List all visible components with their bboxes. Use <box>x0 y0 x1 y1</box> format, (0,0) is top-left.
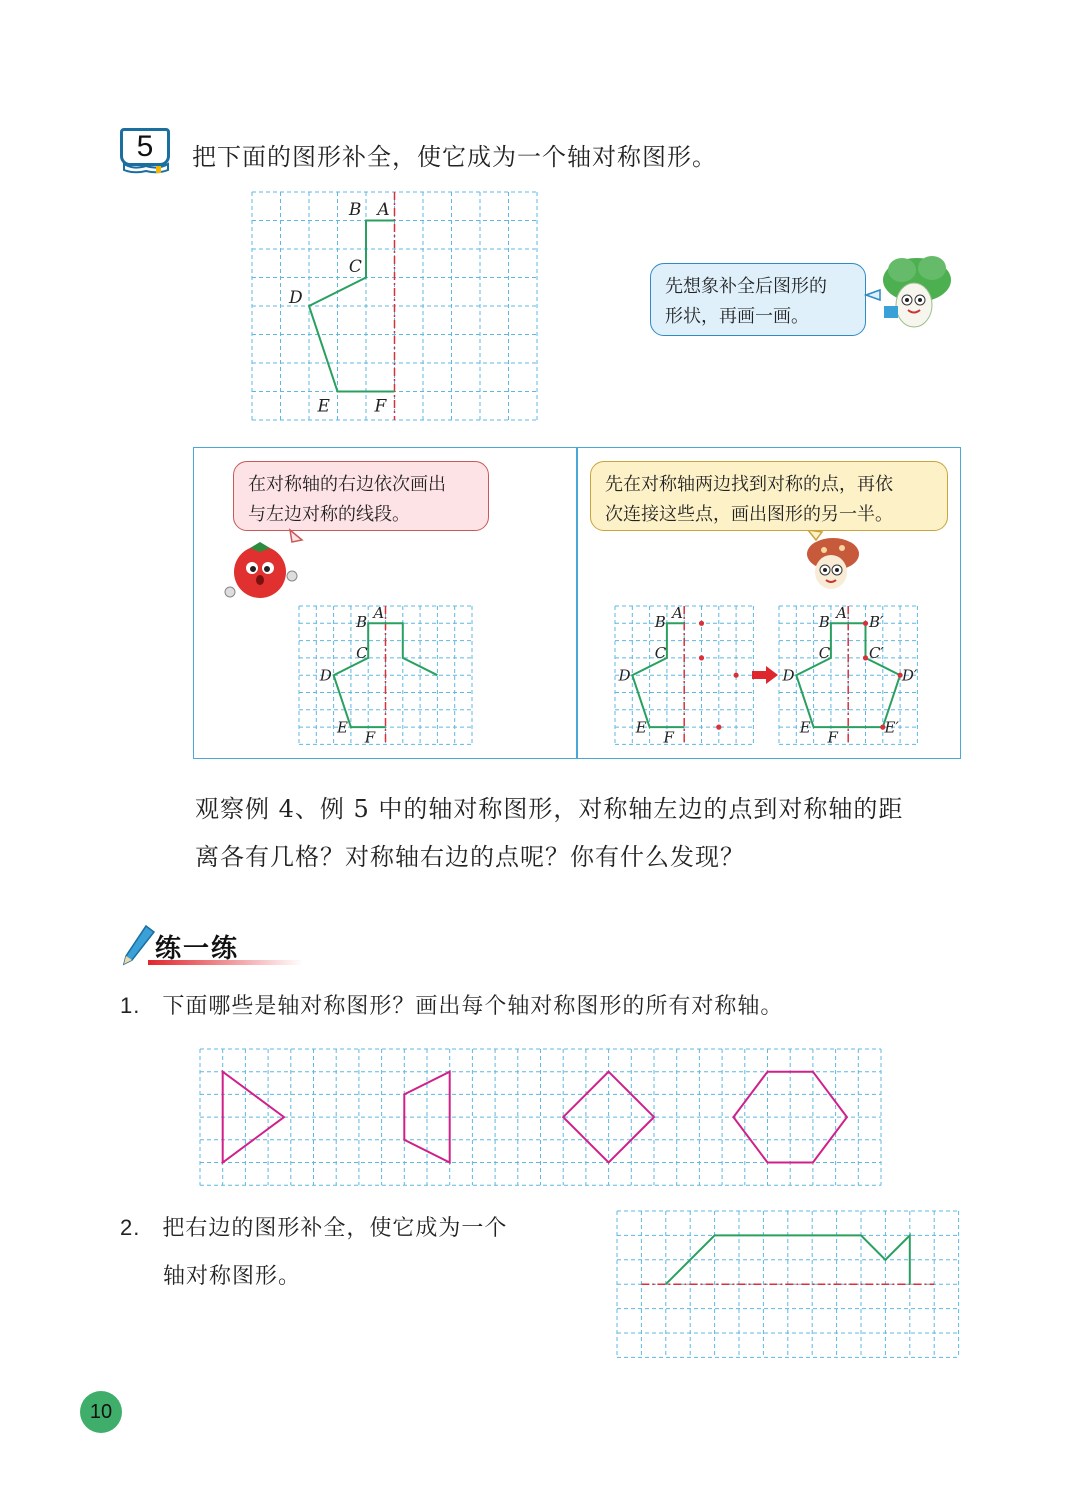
point-label-b: B <box>348 199 362 220</box>
point-label-d: D <box>289 288 303 309</box>
main-figure <box>250 190 540 422</box>
right-panel-figure-step1 <box>614 605 754 750</box>
panel-divider <box>576 447 578 759</box>
right-tip-bubble <box>590 461 948 531</box>
point-label-f: F <box>827 728 838 747</box>
q1-shapes-grid <box>199 1048 885 1188</box>
mirror-point-0 <box>863 621 868 626</box>
point-label-e: E <box>317 396 330 417</box>
point-label-f: F <box>663 728 674 747</box>
observation-line-2: 离各有几格？对称轴右边的点呢？你有什么发现？ <box>195 843 745 871</box>
hint-line-2: 形状，再画一画。 <box>665 306 809 327</box>
mirror-point-2 <box>734 673 739 678</box>
point-label-d: D <box>782 666 795 685</box>
book-icon <box>122 162 170 174</box>
question-1 <box>120 982 783 1031</box>
mirrored-partial-shape <box>386 623 438 675</box>
point-label-d: D <box>319 666 332 685</box>
question-2-line-1: 把右边的图形补全，使它成为一个 <box>162 1216 508 1241</box>
point-label-c: C <box>818 643 831 662</box>
right-tip-line-1: 先在对称轴两边找到对称的点，再依 <box>605 474 893 495</box>
point-label-a: A <box>377 199 390 220</box>
point-label-b: B <box>818 612 830 631</box>
cabbage-mascot-icon <box>862 250 962 340</box>
point-label-e: E <box>337 718 349 737</box>
mushroom-mascot-icon <box>798 530 868 600</box>
point-label-b: B <box>356 612 368 631</box>
point-label-d: D <box>618 666 631 685</box>
point-label-d-prime: D′ <box>901 666 918 685</box>
point-label-f: F <box>374 396 387 417</box>
right-tip-line-2: 次连接这些点，画出图形的另一半。 <box>605 504 893 525</box>
point-label-b-prime: B′ <box>868 612 884 631</box>
left-panel-figure <box>298 605 473 750</box>
point-label-a: A <box>373 605 385 623</box>
mirror-point-1 <box>863 655 868 660</box>
point-label-e-prime: E′ <box>884 718 899 737</box>
tomato-mascot-icon <box>220 520 310 610</box>
point-label-e: E <box>635 718 647 737</box>
question-2-number: 2. <box>120 1215 141 1240</box>
point-label-c: C <box>348 256 362 277</box>
point-label-b: B <box>654 612 666 631</box>
example-number: 5 <box>120 128 170 166</box>
grid-lines <box>200 1049 881 1185</box>
mirror-point-1 <box>699 655 704 660</box>
question-1-number: 1. <box>120 993 141 1018</box>
example-title: 把下面的图形补全，使它成为一个轴对称图形。 <box>192 143 717 171</box>
observation-line-1: 观察例 4、例 5 中的轴对称图形，对称轴左边的点到对称轴的距 <box>195 795 904 823</box>
left-tip-line-1: 在对称轴的右边依次画出 <box>248 474 446 495</box>
point-label-a: A <box>672 605 683 623</box>
page-number: 10 <box>80 1391 122 1433</box>
question-2 <box>120 1204 507 1301</box>
mirror-point-0 <box>699 621 704 626</box>
hint-line-1: 先想象补全后图形的 <box>665 276 827 297</box>
point-label-c-prime: C′ <box>868 643 884 662</box>
hint-bubble <box>650 263 866 336</box>
arrow-right-icon <box>751 666 779 684</box>
observation-text <box>195 785 975 881</box>
point-label-c: C <box>356 643 368 662</box>
practice-title: 练一练 <box>155 934 240 964</box>
point-label-a: A <box>836 605 847 623</box>
point-label-c: C <box>654 643 667 662</box>
right-panel-figure-step2 <box>778 605 918 750</box>
question-2-line-2: 轴对称图形。 <box>163 1264 302 1289</box>
question-1-text: 下面哪些是轴对称图形？画出每个轴对称图形的所有对称轴。 <box>162 994 784 1019</box>
q2-figure-grid <box>616 1210 962 1362</box>
example-number-badge <box>120 128 174 172</box>
mirror-point-3 <box>716 725 721 730</box>
point-label-e: E <box>799 718 811 737</box>
left-tip-line-2: 与左边对称的线段。 <box>248 504 410 525</box>
point-label-f: F <box>364 728 376 747</box>
